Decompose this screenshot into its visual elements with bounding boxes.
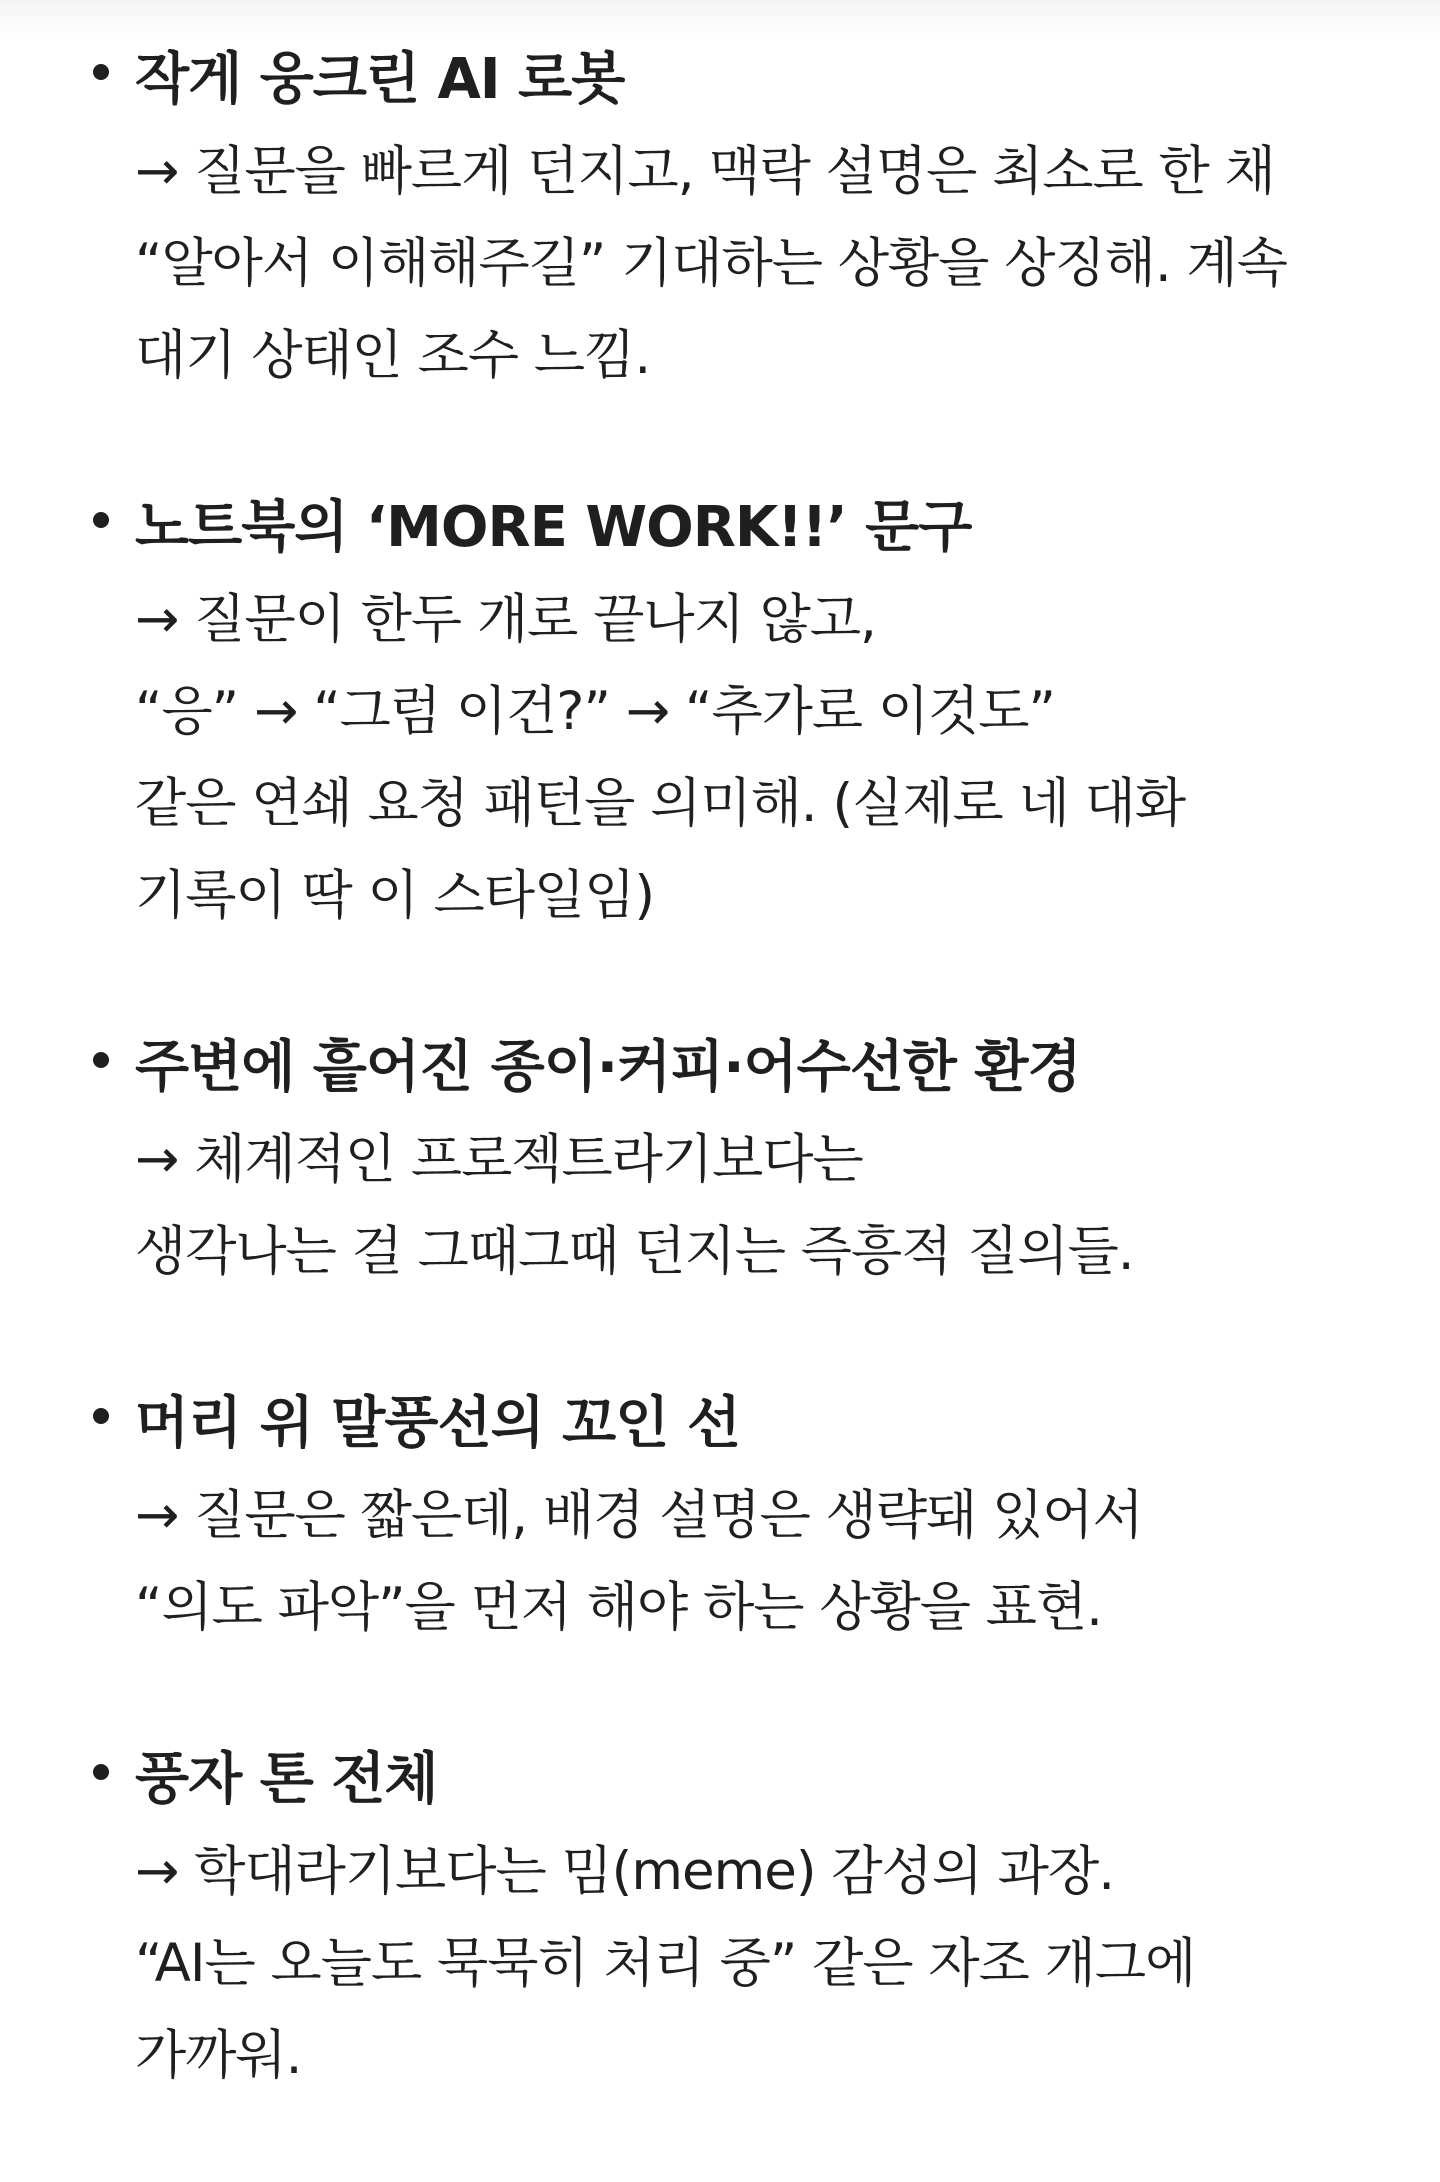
item-line: 기록이 딱 이 스타일임): [135, 865, 655, 926]
list-item-environment: [135, 1022, 1350, 1298]
list-item-more-work: [135, 482, 1350, 942]
item-line: 대기 상태인 조수 느낌.: [135, 325, 651, 386]
bullet-icon: [93, 512, 109, 528]
item-heading: 풍자 톤 전체: [135, 1747, 438, 1812]
item-heading: 작게 웅크린 AI 로봇: [135, 47, 625, 112]
item-line: → 질문은 짧은데, 배경 설명은 생략돼 있어서: [135, 1485, 1143, 1546]
item-line: → 체계적인 프로젝트라기보다는: [135, 1129, 863, 1190]
item-line: → 질문을 빠르게 던지고, 맥락 설명은 최소로 한 채: [135, 141, 1275, 202]
bullet-icon: [93, 1052, 109, 1068]
item-heading: 머리 위 말풍선의 꼬인 선: [135, 1391, 740, 1456]
item-line: “알아서 이해해주길” 기대하는 상황을 상징해. 계속: [135, 233, 1287, 294]
item-line: → 학대라기보다는 밈(meme) 감성의 과장.: [135, 1841, 1115, 1902]
item-line: “의도 파악”을 먼저 해야 하는 상황을 표현.: [135, 1577, 1103, 1638]
item-line: 가까워.: [135, 2025, 302, 2086]
item-line: → 질문이 한두 개로 끝나지 않고,: [135, 589, 876, 650]
bullet-icon: [93, 1764, 109, 1780]
item-line: “AI는 오늘도 묵묵히 처리 중” 같은 자조 개그에: [135, 1933, 1196, 1994]
list-item-speech-bubble: [135, 1378, 1350, 1654]
item-line: 생각나는 걸 그때그때 던지는 즉흥적 질의들.: [135, 1221, 1134, 1282]
item-heading: 주변에 흩어진 종이·커피·어수선한 환경: [135, 1035, 1081, 1100]
message-content: [135, 34, 1350, 2182]
bullet-icon: [93, 1408, 109, 1424]
item-heading: 노트북의 ‘MORE WORK!!’ 문구: [135, 495, 972, 560]
bullet-icon: [93, 64, 109, 80]
list-item-robot: [135, 34, 1350, 402]
list-item-satire-tone: [135, 1734, 1350, 2102]
item-line: 같은 연쇄 요청 패턴을 의미해. (실제로 네 대화: [135, 773, 1186, 834]
item-line: “응” → “그럼 이건?” → “추가로 이것도”: [135, 681, 1055, 742]
